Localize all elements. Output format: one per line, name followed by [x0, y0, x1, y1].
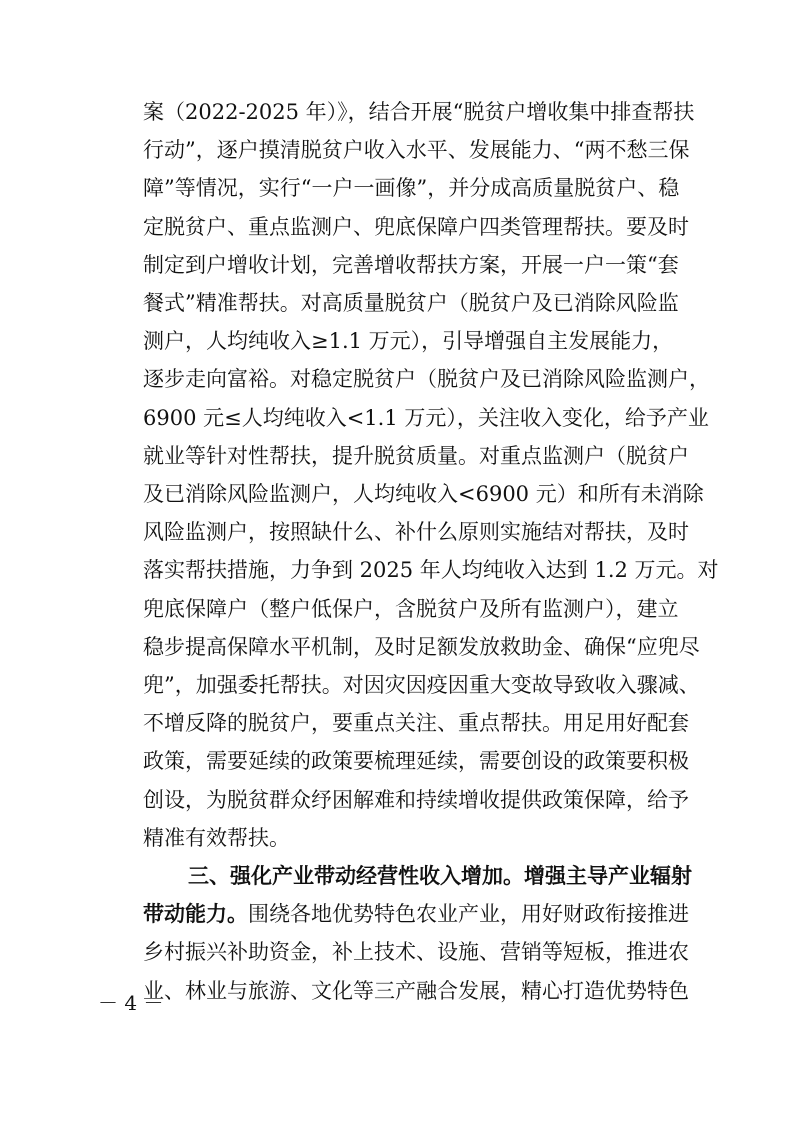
body-text-line: 落实帮扶措施，力争到 2025 年人均纯收入达到 1.2 万元。对	[143, 558, 719, 582]
body-text-line: 及已消除风险监测户，人均纯收入<6900 元）和所有未消除	[143, 482, 704, 506]
body-text-line: 定脱贫户、重点监测户、兜底保障户四类管理帮扶。要及时	[143, 215, 689, 239]
body-text-line: 风险监测户，按照缺什么、补什么原则实施结对帮扶，及时	[143, 520, 689, 544]
body-text-line: 稳步提高保障水平机制，及时足额发放救助金、确保“应兜尽	[143, 635, 700, 659]
body-text-line: 障”等情况，实行“一户一画像”，并分成高质量脱贫户、稳	[143, 176, 680, 200]
body-text-line: 逐步走向富裕。对稳定脱贫户（脱贫户及已消除风险监测户，	[143, 367, 710, 391]
body-text-line: 兜底保障户（整户低保户，含脱贫户及所有监测户），建立	[143, 597, 679, 621]
section-heading-bold-tail: 带动能力。	[143, 901, 248, 926]
section-body-text: 围绕各地优势特色农业产业，用好财政衔接推进	[248, 902, 689, 926]
section-heading-continuation	[143, 900, 689, 928]
body-text-line: 兜”，加强委托帮扶。对因灾因疫因重大变故导致收入骤减、	[143, 673, 700, 697]
page-number: － 4 －	[98, 991, 164, 1015]
body-text-line: 餐式”精准帮扶。对高质量脱贫户（脱贫户及已消除风险监	[143, 291, 679, 315]
body-text-line: 乡村振兴补助资金，补上技术、设施、营销等短板，推进农	[143, 940, 689, 964]
body-text-line: 制定到户增收计划，完善增收帮扶方案，开展一户一策“套	[143, 253, 679, 277]
body-text-line: 6900 元≤人均纯收入<1.1 万元），关注收入变化，给予产业	[143, 406, 709, 430]
body-text-line: 不增反降的脱贫户，要重点关注、重点帮扶。用足用好配套	[143, 711, 689, 735]
body-text-line: 测户，人均纯收入≥1.1 万元），引导增强自主发展能力，	[143, 329, 674, 353]
body-text-line: 创设，为脱贫群众纾困解难和持续增收提供政策保障，给予	[143, 788, 689, 812]
body-text-line: 业、林业与旅游、文化等三产融合发展，精心打造优势特色	[143, 979, 689, 1003]
body-text-line: 行动”，逐户摸清脱贫户收入水平、发展能力、“两不愁三保	[143, 138, 690, 162]
body-text-line: 精准有效帮扶。	[143, 826, 290, 850]
section-heading: 三、强化产业带动经营性收入增加。增强主导产业辐射	[188, 863, 692, 888]
body-text-line: 政策，需要延续的政策要梳理延续，需要创设的政策要积极	[143, 749, 689, 773]
body-text-line: 就业等针对性帮扶，提升脱贫质量。对重点监测户（脱贫户	[143, 444, 689, 468]
body-text-line: 案（2022-2025 年）》，结合开展“脱贫户增收集中排查帮扶	[143, 100, 695, 124]
